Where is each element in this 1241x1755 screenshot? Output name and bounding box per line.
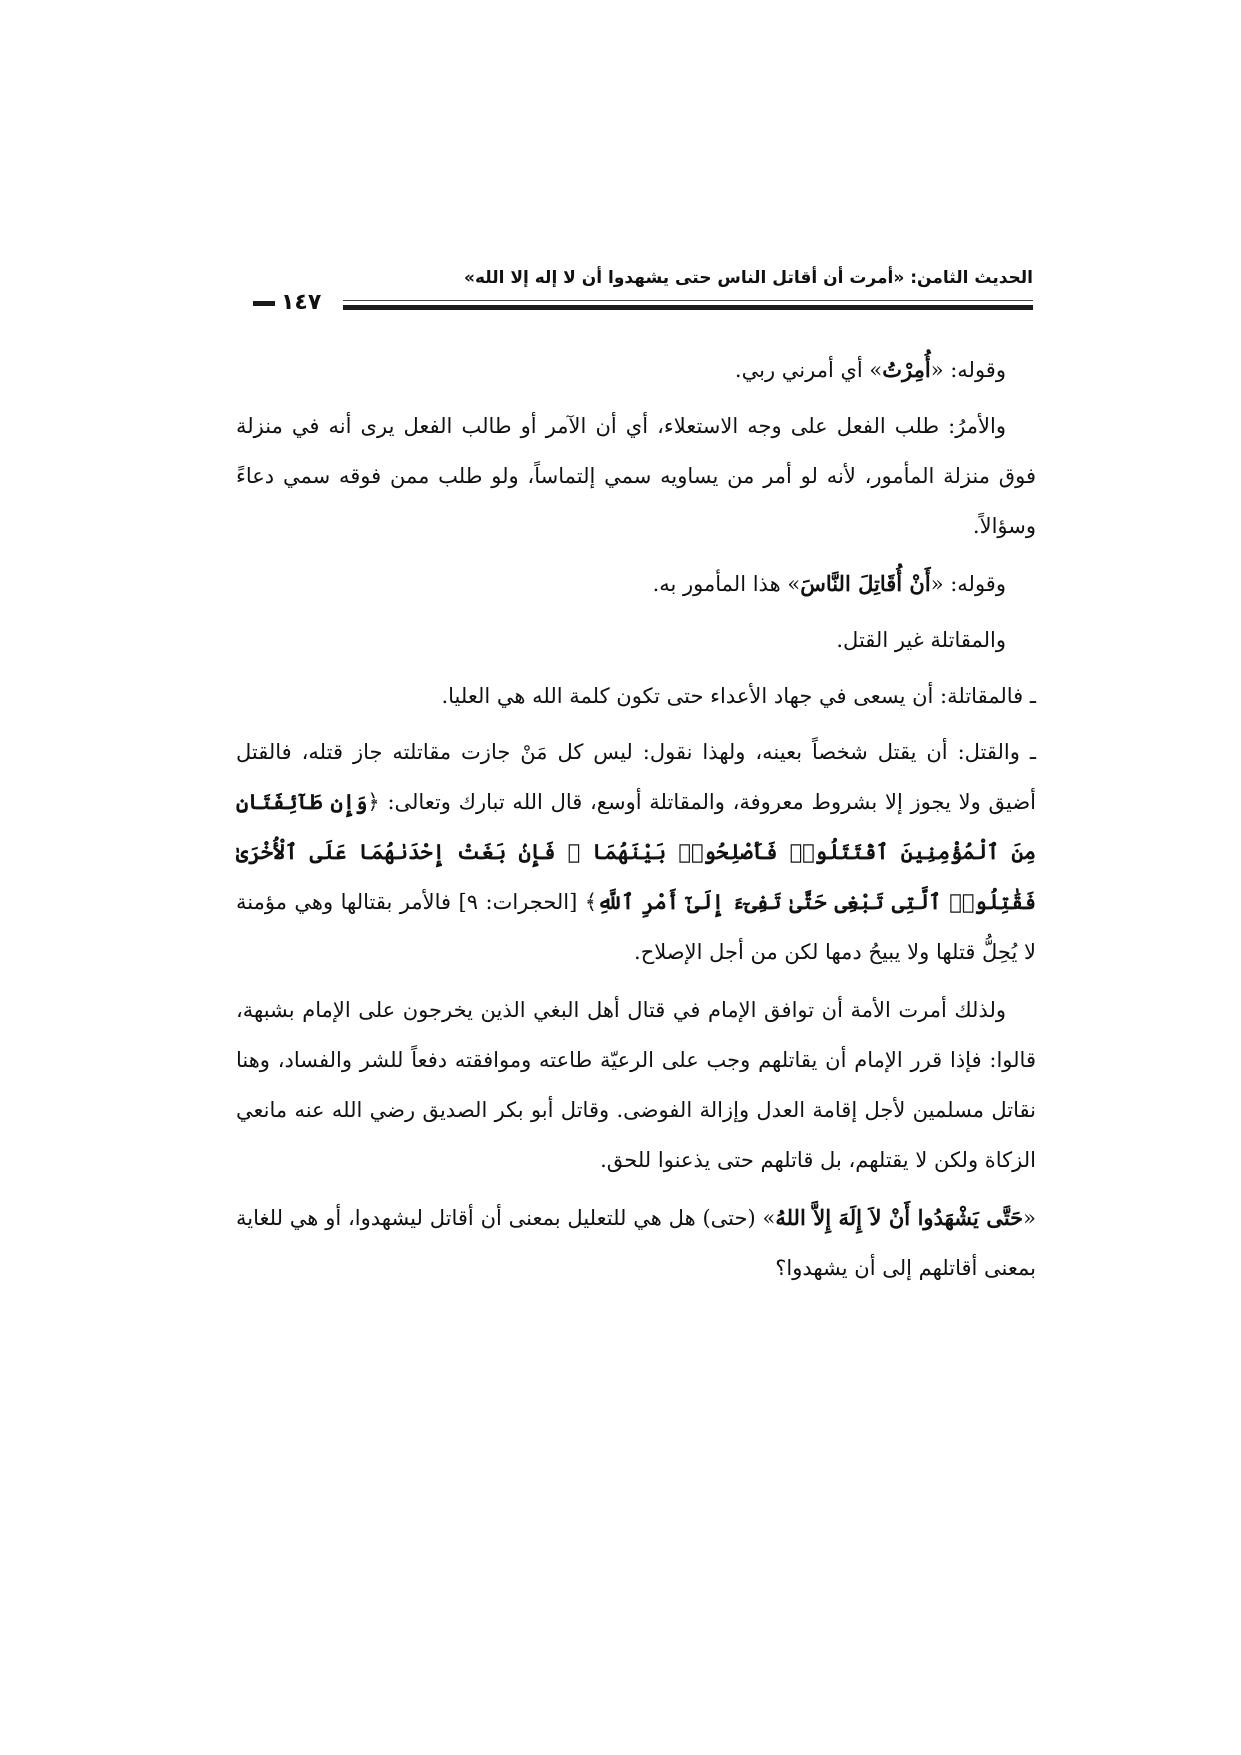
paragraph-4: والمقاتلة غير القتل.: [836, 628, 1006, 652]
text: ـ والقتل: أن يقتل شخصاً بعينه، ولهذا نقول: ليس كل مَنْ جازت مقاتلته جاز قتله، فالقتل أضيق ولا يجوز إلا بشروط معروفة، والمقاتلة أوسع، قال الله تبارك وتعالى: ﴿: [236, 740, 1037, 814]
header-rule-thin: [343, 300, 1033, 301]
quran-verse: وَإِن طَآئِفَتَانِ مِنَ ٱلْمُؤْمِنِينَ ٱقْتَتَلُوا۟ فَأَصْلِحُوا۟ بَيْنَهُمَا ۖ فَإِنۢ بَغَتْ إِحْدَىٰهُمَا عَلَى ٱلْأُخْرَىٰ فَقَٰتِلُوا۟ ٱلَّتِى تَبْغِى حَتَّىٰ تَفِىٓءَ إِلَىٰٓ أَمْرِ ٱللَّهِ: [236, 789, 1037, 914]
body-text: [236, 345, 1036, 1299]
paragraph-1: [236, 345, 1036, 395]
header-rule: [343, 305, 1033, 310]
hadith-quote: حَتَّى يَشْهَدُوا أَنْ لاَ إِلَهَ إِلاَّ اللهُ: [775, 1205, 1024, 1230]
text: وقوله: «: [930, 358, 1006, 382]
paragraph-3: [236, 559, 1036, 609]
paragraph-2: والأمرُ: طلب الفعل على وجه الاستعلاء، أي أن الآمر أو طالب الفعل يرى أنه في منزلة فوق منزلة المأمور، لأنه لو أمر من يساويه سمي إلتماساً، ولو طلب ممن فوقه سمي دعاءً وسؤالاً.: [236, 414, 1036, 538]
hadith-quote: أَنْ أُقَاتِلَ النَّاسَ: [800, 571, 931, 596]
paragraph-7: ولذلك أمرت الأمة أن توافق الإمام في قتال أهل البغي الذين يخرجون على الإمام بشبهة، قالوا: فإذا قرر الإمام أن يقاتلهم وجب على الرعيّة طاعته وموافقته دفعاً للشر والفساد، وهنا نقاتل مسلمين لأجل إقامة العدل وإزالة الفوضى. وقاتل أبو بكر الصديق رضي الله عنه مانعي الزكاة ولكن لا يقتلهم، بل قاتلهم حتى يذعنوا للحق.: [236, 998, 1036, 1172]
paragraph-6: [236, 727, 1036, 977]
chapter-title: الحديث الثامن: «أمرت أن أقاتل الناس حتى يشهدوا أن لا إله إلا الله»: [463, 268, 1033, 288]
paragraph-8: [236, 1193, 1036, 1293]
text: » أي أمرني ربي.: [734, 358, 883, 382]
text: «: [1023, 1206, 1036, 1230]
page-number: ١٤٧: [253, 290, 321, 315]
text: » (حتى) هل هي للتعليل بمعنى أن أقاتل ليشهدوا، أو هي للغاية بمعنى أقاتلهم إلى أن يشهدوا؟: [236, 1206, 1036, 1280]
text: » هذا المأمور به.: [652, 572, 801, 596]
paragraph-5: ـ فالمقاتلة: أن يسعى في جهاد الأعداء حتى تكون كلمة الله هي العليا.: [441, 684, 1036, 708]
hadith-quote: أُمِرْتُ: [882, 357, 931, 382]
text: وقوله: «: [930, 572, 1006, 596]
text: ﴾ [الحجرات: ٩] فالأمر بقتالها وهي مؤمنة لا يُحِلُّ قتلها ولا يبيحُ دمها لكن من أجل الإصلاح.: [236, 890, 1036, 964]
running-header: [253, 268, 1033, 318]
